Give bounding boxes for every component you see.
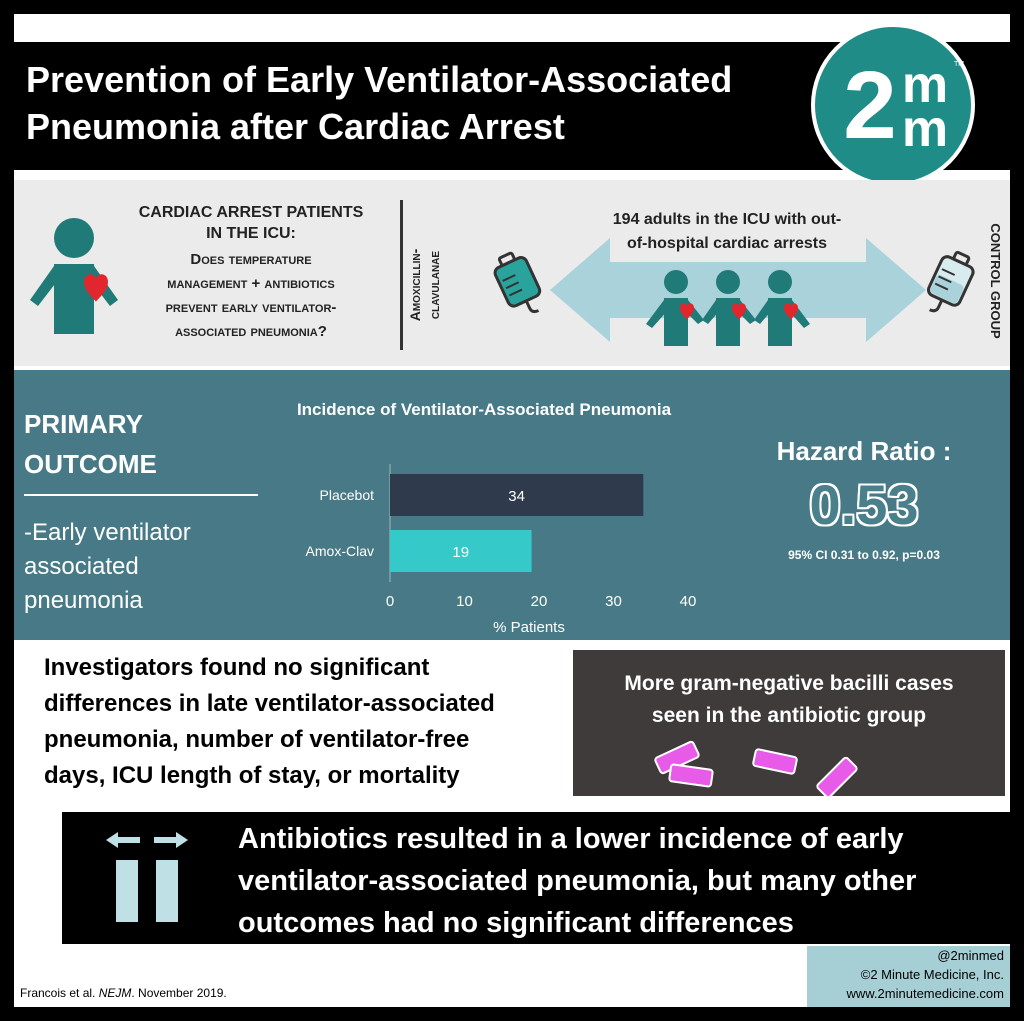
data-label: 34	[508, 488, 525, 505]
bacillus-icon	[815, 755, 860, 800]
primary-outcome-heading-line-2: OUTCOME	[24, 449, 157, 479]
logo-trademark: TM	[954, 61, 965, 68]
tick-label: 40	[679, 593, 697, 610]
heading-underline	[24, 494, 258, 496]
study-population	[582, 208, 872, 256]
secondary-findings	[44, 650, 564, 794]
treatment-arm-line-1: Amoxicillin-	[407, 248, 423, 322]
website-link[interactable]: www.2minutemedicine.com	[846, 986, 1004, 1001]
citation-date: . November 2019.	[131, 986, 227, 1000]
logo-bottom-letter: m	[901, 100, 949, 158]
study-line-1: 194 adults in the ICU with out-	[612, 211, 842, 228]
title-line-2: Pneumonia after Cardiac Arrest	[26, 106, 565, 147]
question-heading-line-1: CARDIAC ARREST PATIENTS	[138, 204, 364, 221]
gram-line-2: seen in the antibiotic group	[651, 704, 927, 727]
conclusion-line-2: ventilator-associated pneumonia, but many other	[238, 865, 917, 897]
conclusion-line-3: outcomes had no significant differences	[238, 907, 794, 939]
data-label: 19	[452, 544, 470, 561]
conclusion-bar	[62, 812, 1010, 944]
credit-box	[807, 946, 1010, 1007]
patient-group-icon	[638, 266, 818, 346]
finding-line-4: days, ICU length of stay, or mortality	[44, 762, 460, 789]
title-line-1: Prevention of Early Ventilator-Associated	[26, 59, 733, 100]
question-line-4: associated pneumonia?	[175, 323, 327, 340]
conclusion-line-1: Antibiotics resulted in a lower incidence of early	[238, 823, 904, 855]
question-text	[126, 248, 376, 344]
incidence-bar-chart	[254, 456, 714, 636]
chart-title	[294, 398, 674, 422]
treatment-arm-line-2: clavulanae	[426, 250, 442, 320]
logo-top-letter: m	[901, 56, 949, 114]
x-axis-label: % Patients	[493, 619, 565, 636]
finding-line-3: pneumonia, number of ventilator-free	[44, 726, 470, 753]
primary-outcome-heading	[24, 404, 157, 484]
gram-line-1: More gram-negative bacilli cases	[624, 672, 954, 695]
question-heading-line-2: IN THE ICU:	[206, 225, 296, 242]
study-intro	[14, 180, 1010, 366]
logo-main-digit: 2	[843, 52, 897, 159]
control-iv-bag-icon	[920, 250, 980, 320]
2mm-logo	[808, 20, 978, 190]
question-heading	[126, 202, 376, 244]
tick-label: 30	[605, 593, 622, 610]
outcome-desc-line-3: pneumonia	[24, 587, 143, 614]
page-title	[26, 56, 806, 150]
tick-label: 0	[385, 593, 395, 610]
antibiotic-iv-bag-icon	[490, 250, 550, 320]
section-divider	[400, 200, 403, 350]
gram-negative-text	[573, 668, 1005, 732]
citation-authors: Francois et al.	[20, 986, 99, 1000]
outcome-desc-line-2: associated	[24, 553, 139, 580]
finding-line-2: differences in late ventilator-associated	[44, 690, 495, 717]
hazard-ratio-value: 0.53	[809, 473, 919, 536]
twitter-handle: @2minmed	[937, 948, 1004, 963]
primary-outcome-heading-line-1: PRIMARY	[24, 409, 143, 439]
finding-line-1: Investigators found no significant	[44, 654, 430, 681]
hazard-ratio-ci: 95% CI 0.31 to 0.92, p=0.03	[788, 548, 940, 562]
tick-label: 10	[456, 593, 473, 610]
question-line-3: prevent early ventilator-	[165, 299, 337, 316]
category-label: Placebot	[319, 487, 374, 503]
tick-label: 20	[530, 593, 548, 610]
chart-title-text: Incidence of Ventilator-Associated Pneumonia	[296, 400, 672, 419]
question-line-2: management + antibiotics	[167, 275, 335, 292]
outcome-desc-line-1: -Early ventilator	[24, 519, 191, 546]
patient-icon	[24, 216, 124, 336]
gram-negative-box	[573, 650, 1005, 796]
bacillus-icon	[668, 763, 714, 788]
conclusion-text	[238, 818, 998, 944]
study-line-2: of-hospital cardiac arrests	[626, 235, 828, 252]
category-label: Amox-Clav	[305, 543, 374, 559]
bacillus-icon	[752, 748, 799, 776]
control-arm-label: CONTROL GROUP	[988, 223, 1003, 339]
primary-outcome-description	[24, 516, 264, 618]
copyright: ©2 Minute Medicine, Inc.	[860, 967, 1004, 982]
citation	[20, 986, 227, 1000]
hazard-ratio-label: Hazard Ratio :	[776, 436, 952, 466]
comparison-icon	[106, 830, 188, 930]
question-line-1: Does temperature	[190, 251, 312, 268]
citation-journal: NEJM	[98, 986, 132, 1000]
primary-outcome-section	[14, 370, 1010, 640]
treatment-arm-label	[406, 212, 444, 358]
infographic	[14, 14, 1010, 1007]
